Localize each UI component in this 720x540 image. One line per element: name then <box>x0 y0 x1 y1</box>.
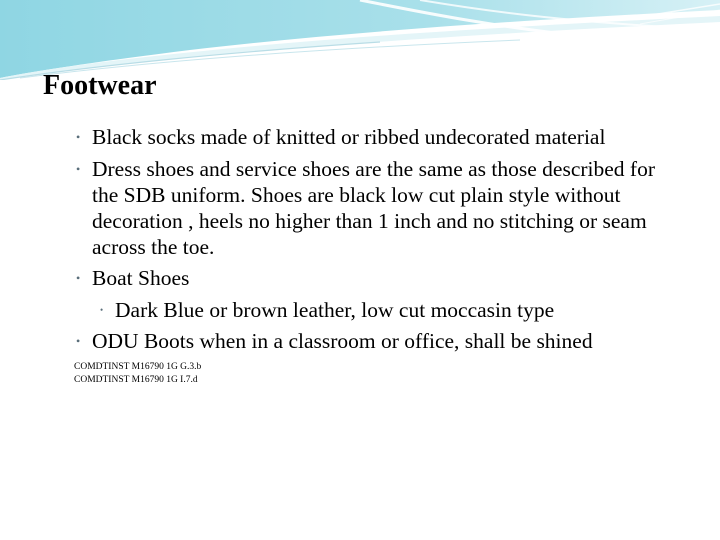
bullet-text: Black socks made of knitted or ribbed undecorated material <box>92 125 606 149</box>
bullet-dot-icon: • <box>76 130 81 144</box>
bullet-text: ODU Boots when in a classroom or office, shall be shined <box>92 329 593 353</box>
sub-list-item <box>0 297 720 323</box>
bullet-list <box>0 124 720 360</box>
references <box>74 361 201 386</box>
bullet-text: Dark Blue or brown leather, low cut moccasin type <box>115 297 555 322</box>
bullet-dot-icon: • <box>76 334 81 348</box>
list-item <box>0 328 720 354</box>
bullet-dot-icon: • <box>100 304 104 315</box>
bullet-text: Dress shoes and service shoes are the same as those described for the SDB uniform. Shoes are black low cut plain style without decoration , heels no higher than 1 inch and no stitching or seam across the toe. <box>92 156 655 259</box>
reference-line: COMDTINST M16790 1G G.3.b <box>74 362 202 372</box>
list-item <box>0 124 720 150</box>
bullet-dot-icon: • <box>76 271 81 285</box>
slide-title: Footwear <box>43 70 157 101</box>
bullet-dot-icon: • <box>76 161 81 176</box>
bullet-text: Boat Shoes <box>92 266 190 290</box>
reference-line: COMDTINST M16790 1G I.7.d <box>74 374 198 385</box>
list-item <box>0 156 720 260</box>
list-item <box>0 265 720 291</box>
